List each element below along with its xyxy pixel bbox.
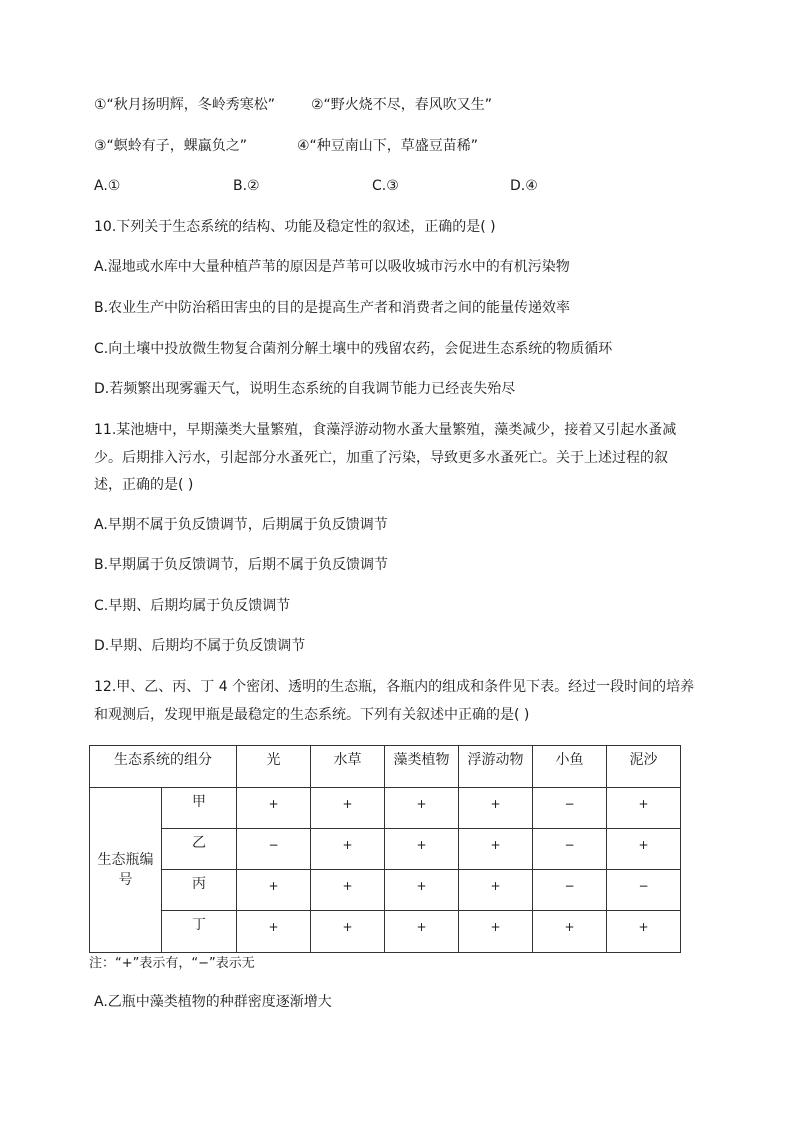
q10-stem: 10.下列关于生态系统的结构、功能及稳定性的叙述，正确的是( ) [94,219,496,235]
q9-choice-a: A.① [94,178,121,194]
q12-stem-line-2: 和观测后，发现甲瓶是最稳定的生态系统。下列有关叙述中正确的是( ) [94,707,530,723]
q10-choice-c: C.向土壤中投放微生物复合菌剂分解土壤中的残留农药，会促进生态系统的物质循环 [94,341,613,357]
q9-option-1: ①“秋月扬明辉，冬岭秀寒松” [94,97,276,113]
column-header-small-fish: 小鱼 [533,746,607,788]
table-cell: + [607,911,681,953]
q11-choice-b: B.早期属于负反馈调节，后期不属于负反馈调节 [94,557,389,573]
table-cell: + [385,829,459,870]
column-header-sediment: 泥沙 [607,746,681,788]
q9-option-2: ②“野火烧不尽，春风吹又生” [311,97,493,113]
q11-choice-d: D.早期、后期均不属于负反馈调节 [94,638,306,654]
column-header-light: 光 [237,746,311,788]
table-cell: + [237,788,311,829]
q9-option-3: ③“螟蛉有子，蜾蠃负之” [94,138,248,154]
table-corner-header: 生态系统的组分 [90,746,237,788]
row-label-yi: 乙 [162,829,237,870]
q10-choice-a: A.湿地或水库中大量种植芦苇的原因是芦苇可以吸收城市污水中的有机污染物 [94,259,570,275]
table-cell: + [237,911,311,953]
table-cell: + [459,911,533,953]
q9-choice-b: B.② [233,178,260,194]
q11-choice-c: C.早期、后期均属于负反馈调节 [94,598,291,614]
row-label-ding: 丁 [162,911,237,953]
q11-stem-line-1: 11.某池塘中，早期藻类大量繁殖，食藻浮游动物水蚤大量繁殖，藻类减少，接着又引起水蚤减 [94,422,677,438]
column-header-water-plant: 水草 [311,746,385,788]
table-cell: + [385,911,459,953]
table-cell: + [311,829,385,870]
ecosystem-table [89,745,681,953]
q11-choice-a: A.早期不属于负反馈调节，后期属于负反馈调节 [94,517,388,533]
table-cell: + [385,788,459,829]
q11-stem-line-3: 述，正确的是( ) [94,477,194,493]
table-cell: + [459,870,533,911]
table-cell: − [607,870,681,911]
row-label-jia: 甲 [162,788,237,829]
column-header-algae: 藻类植物 [385,746,459,788]
q10-choice-b: B.农业生产中防治稻田害虫的目的是提高生产者和消费者之间的能量传递效率 [94,300,571,316]
q12-stem-line-1: 12.甲、乙、丙、丁 4 个密闭、透明的生态瓶，各瓶内的组成和条件见下表。经过一段时间的培养 [94,679,695,695]
q9-option-4: ④“种豆南山下，草盛豆苗稀” [297,138,479,154]
table-cell: − [533,870,607,911]
table-cell: − [237,829,311,870]
row-label-bing: 丙 [162,870,237,911]
table-cell: + [607,788,681,829]
table-note: 注：“+”表示有，“−”表示无 [89,956,255,971]
table-cell: + [533,911,607,953]
row-group-label: 生态瓶编号 [90,788,162,953]
table-cell: + [311,911,385,953]
q10-choice-d: D.若频繁出现雾霾天气，说明生态系统的自我调节能力已经丧失殆尽 [94,381,516,397]
q9-choice-d: D.④ [510,178,538,194]
table-cell: + [237,870,311,911]
table-cell: − [533,788,607,829]
table-cell: + [311,788,385,829]
table-cell: + [311,870,385,911]
table-cell: + [385,870,459,911]
table-cell: + [459,788,533,829]
table-cell: + [459,829,533,870]
column-header-zooplankton: 浮游动物 [459,746,533,788]
q11-stem-line-2: 少。后期排入污水，引起部分水蚤死亡，加重了污染，导致更多水蚤死亡。关于上述过程的叙 [94,450,668,466]
q12-choice-a: A.乙瓶中藻类植物的种群密度逐渐增大 [94,994,332,1010]
table-cell: + [607,829,681,870]
table-cell: − [533,829,607,870]
q9-choice-c: C.③ [372,178,399,194]
